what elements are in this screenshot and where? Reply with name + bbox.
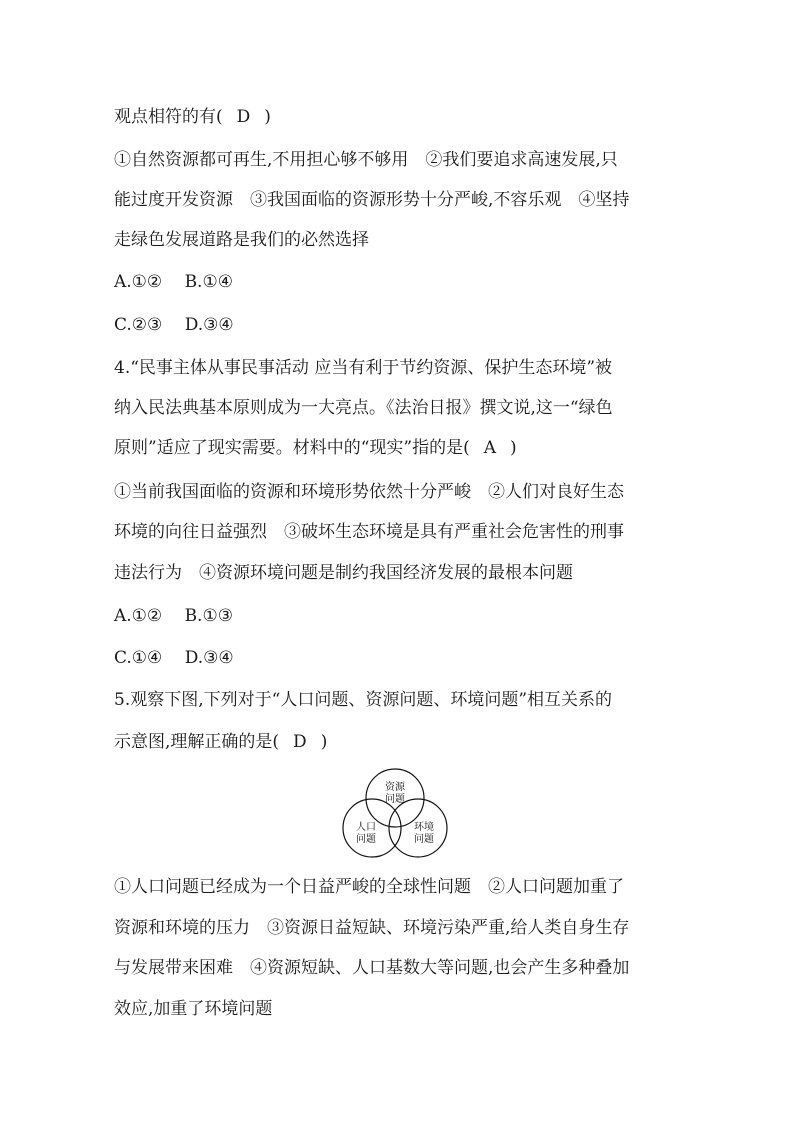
q4-option-line-3: 违法行为 ④资源环境问题是制约我国经济发展的最根本问题 [114,563,573,583]
venn-label-resources-2: 问题 [385,794,405,805]
q5-stem-line-1: 5.观察下图,下列对于“人口问题、资源问题、环境问题”相互关系的 [114,690,613,710]
q5-stem-text: 示意图,理解正确的是( [114,732,280,752]
q3-option-line-3: 走绿色发展道路是我们的必然选择 [114,230,369,250]
venn-diagram [340,766,450,862]
q4-answer: A [483,438,496,458]
q3-paren-close: ) [264,107,271,127]
q4-paren-close: ) [510,438,517,458]
q4-choices-row-1: A.①② B.①③ [114,606,233,626]
q4-stem-line-1: 4.“民事主体从事民事活动 应当有利于节约资源、保护生态环境”被 [114,358,613,378]
q3-stem-text: 观点相符的有( [114,107,223,127]
q4-option-line-1: ①当前我国面临的资源和环境形势依然十分严峻 ②人们对良好生态 [114,482,624,502]
q4-option-line-2: 环境的向往日益强烈 ③破坏生态环境是具有严重社会危害性的刑事 [114,522,624,542]
q5-paren-close: ) [320,732,328,752]
q3-choices-row-1: A.①② B.①④ [114,272,233,292]
q4-choices-row-2: C.①④ D.③④ [114,648,234,668]
venn-label-environment-1: 环境 [414,822,434,833]
q4-stem-line-3 [114,437,517,459]
q5-option-line-2: 资源和环境的压力 ③资源日益短缺、环境污染严重,给人类自身生存 [114,918,630,938]
q3-answer: D [236,107,251,127]
q3-stem-line [114,106,271,128]
q4-stem-line-2: 纳入民法典基本原则成为一大亮点。《法治日报》撰文说,这一“绿色 [114,398,613,418]
venn-label-population-1: 人口 [356,822,376,833]
q5-answer: D [293,732,307,752]
venn-label-population-2: 问题 [356,834,376,845]
q4-stem-text: 原则”适应了现实需要。材料中的“现实”指的是( [114,438,470,458]
q5-option-line-3: 与发展带来困难 ④资源短缺、人口基数大等问题,也会产生多种叠加 [114,958,630,978]
venn-label-environment-2: 问题 [414,834,434,845]
q5-option-line-4: 效应,加重了环境问题 [114,999,273,1019]
venn-label-resources-1: 资源 [385,782,405,793]
q5-stem-line-2 [114,731,327,753]
q3-choices-row-2: C.②③ D.③④ [114,315,234,335]
q3-option-line-2: 能过度开发资源 ③我国面临的资源形势十分严峻,不容乐观 ④坚持 [114,190,630,210]
q5-option-line-1: ①人口问题已经成为一个日益严峻的全球性问题 ②人口问题加重了 [114,877,624,897]
q3-option-line-1: ①自然资源都可再生,不用担心够不够用 ②我们要追求高速发展,只 [114,150,618,170]
